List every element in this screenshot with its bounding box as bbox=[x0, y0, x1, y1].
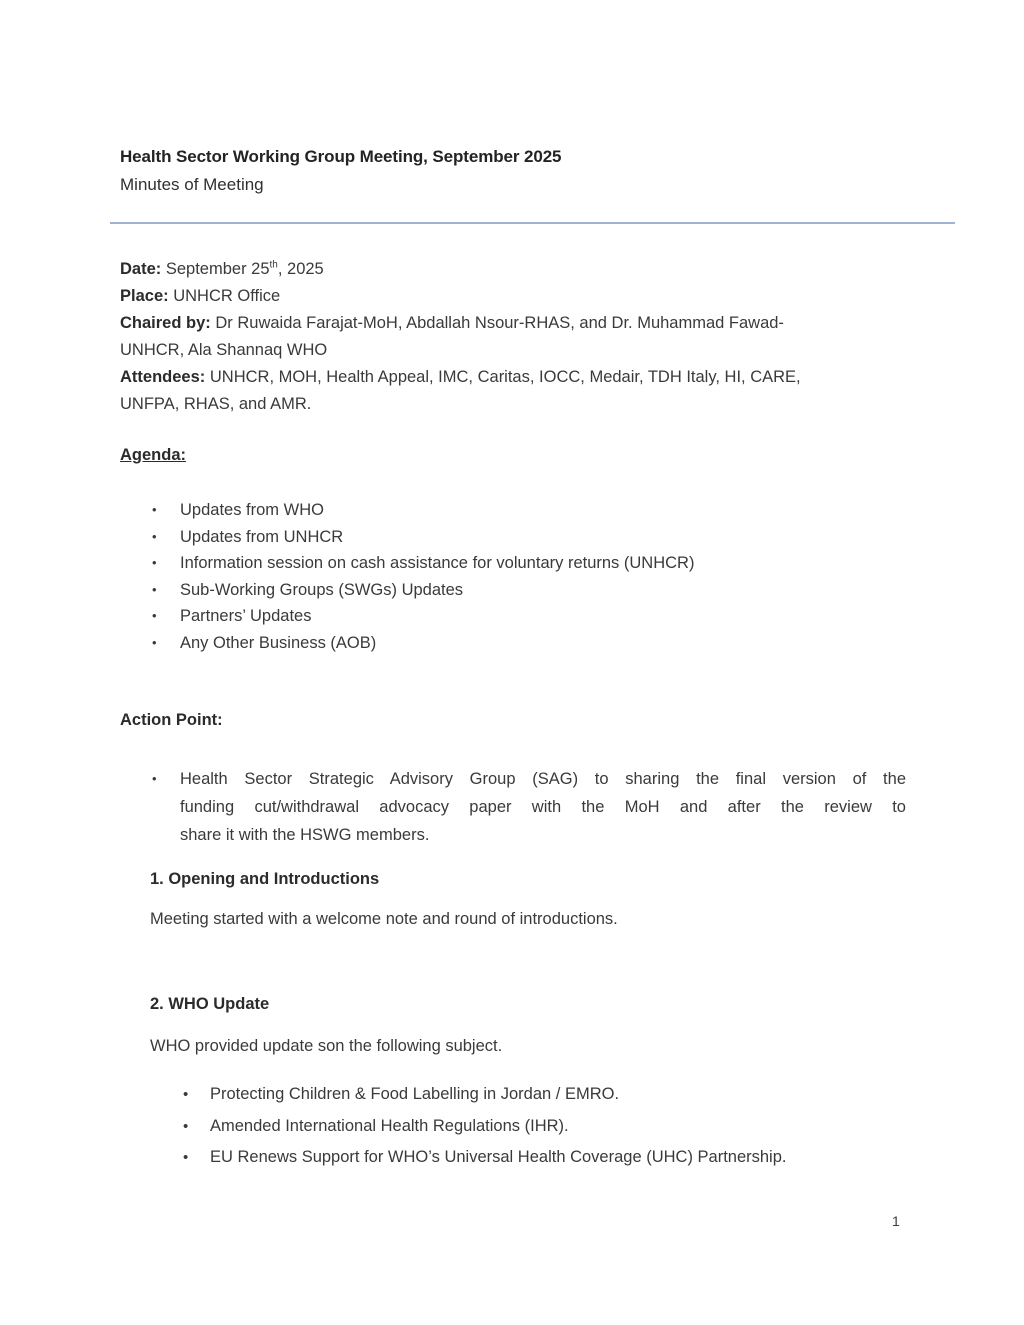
agenda-list bbox=[152, 497, 906, 656]
action-point-item bbox=[152, 765, 906, 849]
date-value bbox=[166, 260, 324, 278]
date-value-tail: , 2025 bbox=[277, 260, 324, 278]
bullet-icon: • bbox=[183, 1086, 189, 1103]
bullet-icon: • bbox=[152, 581, 157, 597]
section-opening-and-introductions bbox=[150, 869, 906, 930]
action-point-line: share it with the HSWG members. bbox=[180, 826, 430, 844]
bullet-icon: • bbox=[183, 1149, 189, 1166]
agenda-item-label: Partners’ Updates bbox=[180, 607, 312, 625]
section-body: WHO provided update son the following subject. bbox=[150, 1037, 503, 1055]
who-update-list bbox=[183, 1079, 906, 1174]
attendees-value-line-2: UNFPA, RHAS, and AMR. bbox=[120, 395, 312, 413]
agenda-item-label: Updates from WHO bbox=[180, 501, 324, 519]
who-update-item-label: EU Renews Support for WHO’s Universal Health Coverage (UHC) Partnership. bbox=[210, 1148, 787, 1166]
meta-place-row bbox=[120, 283, 906, 310]
section-heading: 2. WHO Update bbox=[150, 995, 270, 1013]
attendees-value-line-1: UNHCR, MOH, Health Appeal, IMC, Caritas, IOCC, Medair, TDH Italy, HI, CARE, bbox=[209, 368, 801, 386]
page-number: 1 bbox=[892, 1213, 900, 1229]
who-update-item bbox=[183, 1142, 906, 1174]
bullet-icon: • bbox=[152, 528, 157, 544]
who-update-item bbox=[183, 1111, 906, 1143]
chaired-by-value-line-2: UNHCR, Ala Shannaq WHO bbox=[120, 341, 328, 359]
chaired-by-value-line-1: Dr Ruwaida Farajat-MoH, Abdallah Nsour-RHAS, and Dr. Muhammad Fawad- bbox=[215, 314, 784, 332]
who-update-item-label: Amended International Health Regulations (IHR). bbox=[210, 1116, 569, 1135]
agenda-section bbox=[120, 445, 906, 656]
document-title: Health Sector Working Group Meeting, September 2025 bbox=[120, 147, 562, 166]
bullet-icon: • bbox=[183, 1117, 189, 1135]
action-point-section bbox=[120, 710, 906, 849]
action-point-heading: Action Point: bbox=[120, 711, 223, 729]
agenda-item bbox=[152, 577, 906, 604]
who-update-item-label: Protecting Children & Food Labelling in Jordan / EMRO. bbox=[210, 1085, 620, 1103]
chaired-by-label: Chaired by: bbox=[120, 314, 211, 332]
who-update-item bbox=[183, 1079, 906, 1111]
attendees-label: Attendees: bbox=[120, 368, 206, 386]
bullet-icon: • bbox=[152, 502, 157, 517]
meta-attendees-row bbox=[120, 364, 906, 418]
chaired-by-line-1 bbox=[120, 310, 906, 337]
agenda-item-label: Updates from UNHCR bbox=[180, 527, 344, 546]
agenda-item bbox=[152, 550, 906, 577]
meta-chaired-row bbox=[120, 310, 906, 364]
agenda-item bbox=[152, 497, 906, 524]
action-point-line: Health Sector Strategic Advisory Group (SAG) to sharing the final version of the bbox=[180, 770, 906, 788]
date-value-main: September 25 bbox=[165, 260, 270, 278]
agenda-item bbox=[152, 630, 906, 657]
meeting-meta bbox=[120, 256, 906, 418]
agenda-heading bbox=[120, 445, 906, 466]
section-who-update bbox=[150, 994, 906, 1174]
attendees-line-1 bbox=[120, 364, 906, 391]
bullet-icon: • bbox=[152, 771, 157, 786]
agenda-heading-label: Agenda: bbox=[120, 446, 186, 464]
bullet-icon: • bbox=[152, 555, 157, 570]
place-value: UNHCR Office bbox=[173, 287, 281, 305]
action-point-item-text bbox=[180, 765, 906, 849]
bullet-icon: • bbox=[152, 634, 157, 650]
meta-date-row bbox=[120, 256, 906, 283]
action-point-line: funding cut/withdrawal advocacy paper with the MoH and after the review to bbox=[180, 798, 906, 816]
date-ordinal-superscript: th bbox=[269, 259, 278, 271]
agenda-item bbox=[152, 603, 906, 630]
agenda-item bbox=[152, 524, 906, 551]
title-divider-line bbox=[110, 222, 955, 224]
document-subtitle: Minutes of Meeting bbox=[120, 175, 264, 194]
agenda-item-label: Any Other Business (AOB) bbox=[180, 633, 377, 652]
section-heading: 1. Opening and Introductions bbox=[150, 870, 380, 888]
agenda-item-label: Information session on cash assistance for voluntary returns (UNHCR) bbox=[180, 554, 695, 572]
bullet-icon: • bbox=[152, 608, 157, 623]
place-label: Place: bbox=[120, 287, 169, 305]
section-body: Meeting started with a welcome note and round of introductions. bbox=[150, 910, 618, 928]
agenda-item-label: Sub-Working Groups (SWGs) Updates bbox=[180, 580, 464, 599]
date-label: Date: bbox=[120, 260, 162, 278]
